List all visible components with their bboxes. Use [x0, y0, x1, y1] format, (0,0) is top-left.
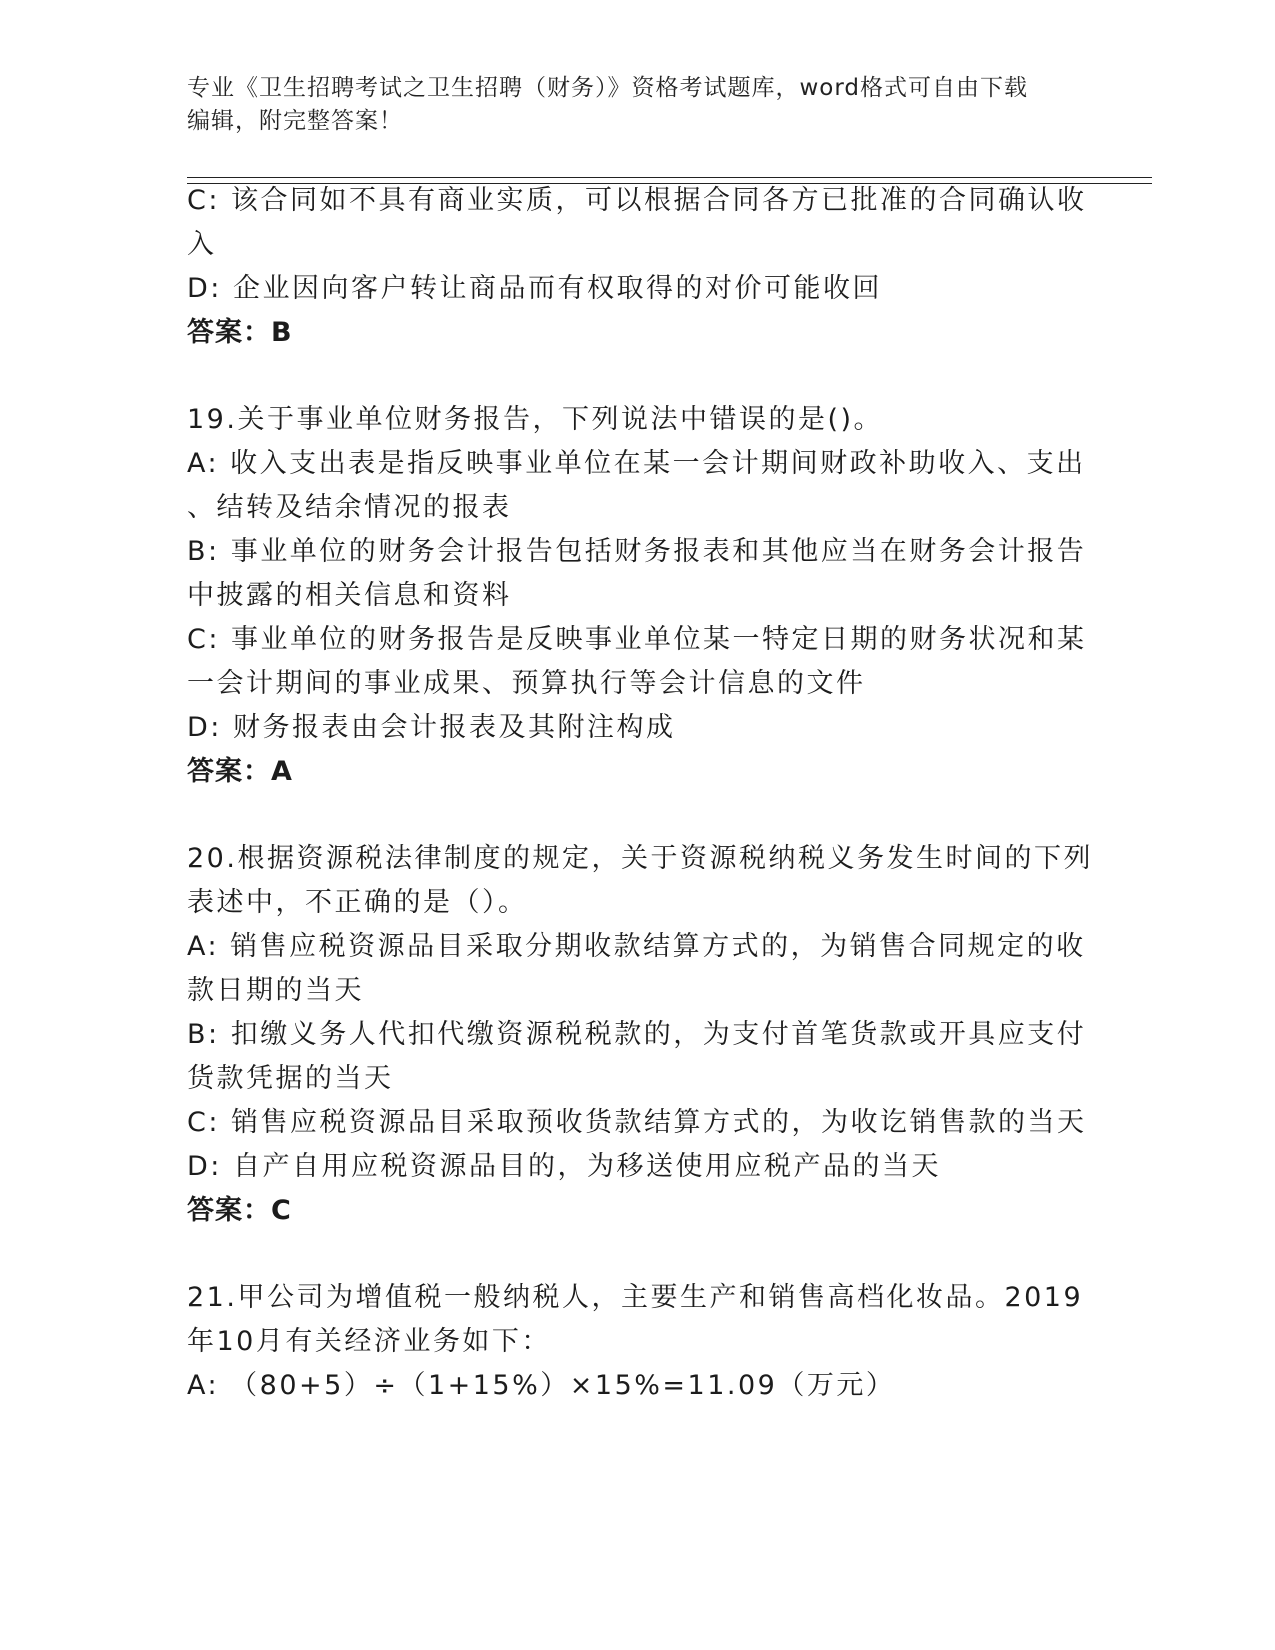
- q20-question-line-1: 20.根据资源税法律制度的规定，关于资源税纳税义务发生时间的下列: [187, 843, 1093, 874]
- q20-option-b-line-2: 货款凭据的当天: [187, 1063, 394, 1094]
- header-line-2: 编辑，附完整答案！: [187, 108, 403, 134]
- q19-question: 19.关于事业单位财务报告，下列说法中错误的是()。: [187, 404, 884, 435]
- q20-option-b-line-1: B: 扣缴义务人代扣代缴资源税税款的，为支付首笔货款或开具应支付: [187, 1019, 1087, 1050]
- q19-option-c-line-1: C: 事业单位的财务报告是反映事业单位某一特定日期的财务状况和某: [187, 624, 1087, 655]
- q20-option-c: C: 销售应税资源品目采取预收货款结算方式的，为收讫销售款的当天: [187, 1107, 1087, 1138]
- q21-question-line-2: 年10月有关经济业务如下：: [187, 1326, 551, 1357]
- header-rule-top: [187, 177, 1152, 178]
- q20-question-line-2: 表述中，不正确的是（）。: [187, 887, 528, 918]
- q20-option-a-line-1: A: 销售应税资源品目采取分期收款结算方式的，为销售合同规定的收: [187, 931, 1086, 962]
- q20-option-a-line-2: 款日期的当天: [187, 975, 364, 1006]
- q19-answer: 答案：A: [187, 756, 293, 787]
- q18-option-d: D: 企业因向客户转让商品而有权取得的对价可能收回: [187, 273, 882, 304]
- q19-option-b-line-2: 中披露的相关信息和资料: [187, 580, 512, 611]
- q19-option-b-line-1: B: 事业单位的财务会计报告包括财务报表和其他应当在财务会计报告: [187, 536, 1087, 567]
- q19-option-a-line-1: A: 收入支出表是指反映事业单位在某一会计期间财政补助收入、支出: [187, 448, 1086, 479]
- q18-answer: 答案：B: [187, 317, 293, 348]
- header-line-1: 专业《卫生招聘考试之卫生招聘（财务）》资格考试题库，word格式可自由下载: [187, 75, 1029, 101]
- q19-option-d: D: 财务报表由会计报表及其附注构成: [187, 712, 676, 743]
- q21-option-a: A: （80+5）÷（1+15%）×15%=11.09（万元）: [187, 1370, 896, 1401]
- q19-option-c-line-2: 一会计期间的事业成果、预算执行等会计信息的文件: [187, 668, 866, 699]
- q21-question-line-1: 21.甲公司为增值税一般纳税人，主要生产和销售高档化妆品。2019: [187, 1282, 1084, 1313]
- q18-option-c-line-2: 入: [187, 229, 217, 260]
- q20-option-d: D: 自产自用应税资源品目的，为移送使用应税产品的当天: [187, 1151, 941, 1182]
- q19-option-a-line-2: 、结转及结余情况的报表: [187, 492, 512, 523]
- q20-answer: 答案：C: [187, 1195, 292, 1226]
- q18-option-c-line-1: C: 该合同如不具有商业实质，可以根据合同各方已批准的合同确认收: [187, 185, 1087, 216]
- document-header: [187, 72, 1087, 138]
